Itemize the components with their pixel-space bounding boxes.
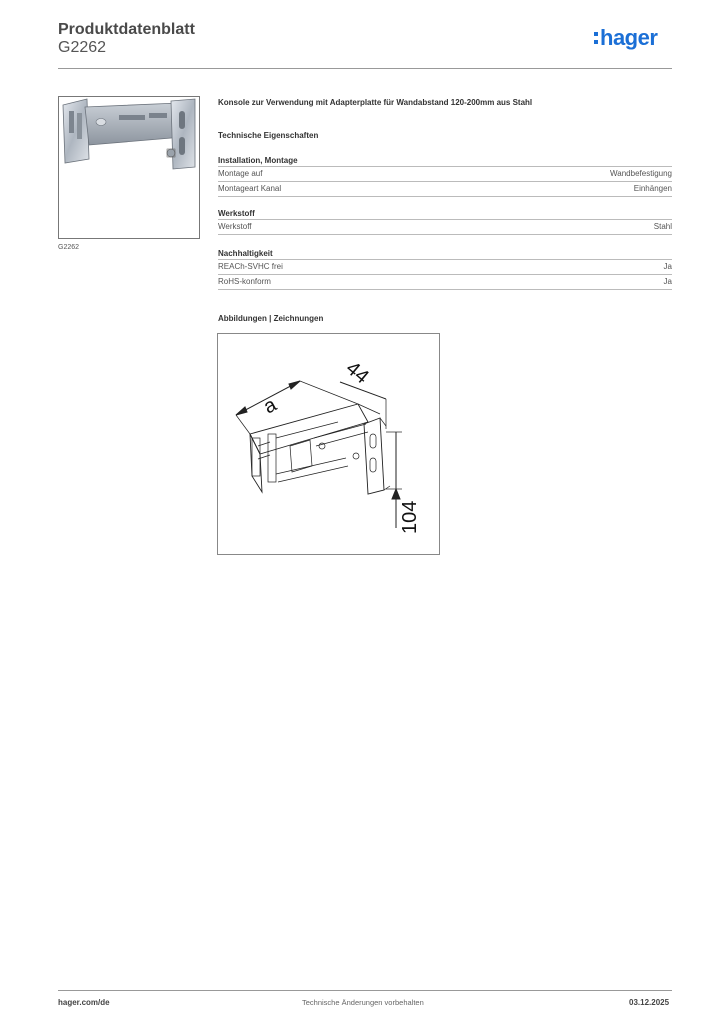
group-title: Werkstoff <box>218 209 255 218</box>
header-divider <box>58 68 672 69</box>
group-nachhaltigkeit <box>218 248 672 290</box>
footer-divider <box>58 990 672 991</box>
technical-drawing <box>217 333 440 555</box>
bracket-photo-icon <box>59 97 199 238</box>
property-value: Einhängen <box>633 184 672 193</box>
figures-title: Abbildungen | Zeichnungen <box>218 314 324 323</box>
product-code: G2262 <box>58 39 107 56</box>
property-label: Montageart Kanal <box>218 184 282 193</box>
product-description: Konsole zur Verwendung mit Adapterplatte für Wandabstand 120-200mm aus Stahl <box>218 98 533 107</box>
logo-dots-icon <box>594 32 599 48</box>
dimension-drawing-icon <box>218 334 439 554</box>
property-row <box>218 166 672 181</box>
property-row <box>218 259 672 274</box>
property-label: Werkstoff <box>218 222 252 231</box>
product-image <box>58 96 200 239</box>
group-installation <box>218 155 672 197</box>
tech-section-title: Technische Eigenschaften <box>218 131 319 140</box>
property-row <box>218 219 672 235</box>
dimension-a-label: a <box>260 393 281 419</box>
property-label: Montage auf <box>218 169 263 178</box>
group-werkstoff <box>218 208 672 235</box>
property-label: REACh-SVHC frei <box>218 262 283 271</box>
document-title: Produktdatenblatt <box>58 21 195 38</box>
property-value: Ja <box>663 277 672 286</box>
property-value: Ja <box>663 262 672 271</box>
property-row <box>218 274 672 290</box>
logo-text: hager <box>600 25 658 50</box>
property-row <box>218 181 672 197</box>
dimension-44-label: 44 <box>341 357 373 389</box>
property-value: Stahl <box>653 222 672 231</box>
image-caption: G2262 <box>58 244 80 251</box>
property-value: Wandbefestigung <box>610 169 672 178</box>
property-label: RoHS-konform <box>218 277 271 286</box>
dimension-104-label: 104 <box>399 500 421 534</box>
footer-date: 03.12.2025 <box>629 998 670 1007</box>
footer-website-link[interactable]: hager.com/de <box>58 998 110 1007</box>
footer-disclaimer: Technische Änderungen vorbehalten <box>302 998 424 1007</box>
group-title: Nachhaltigkeit <box>218 249 273 258</box>
group-title: Installation, Montage <box>218 156 298 165</box>
